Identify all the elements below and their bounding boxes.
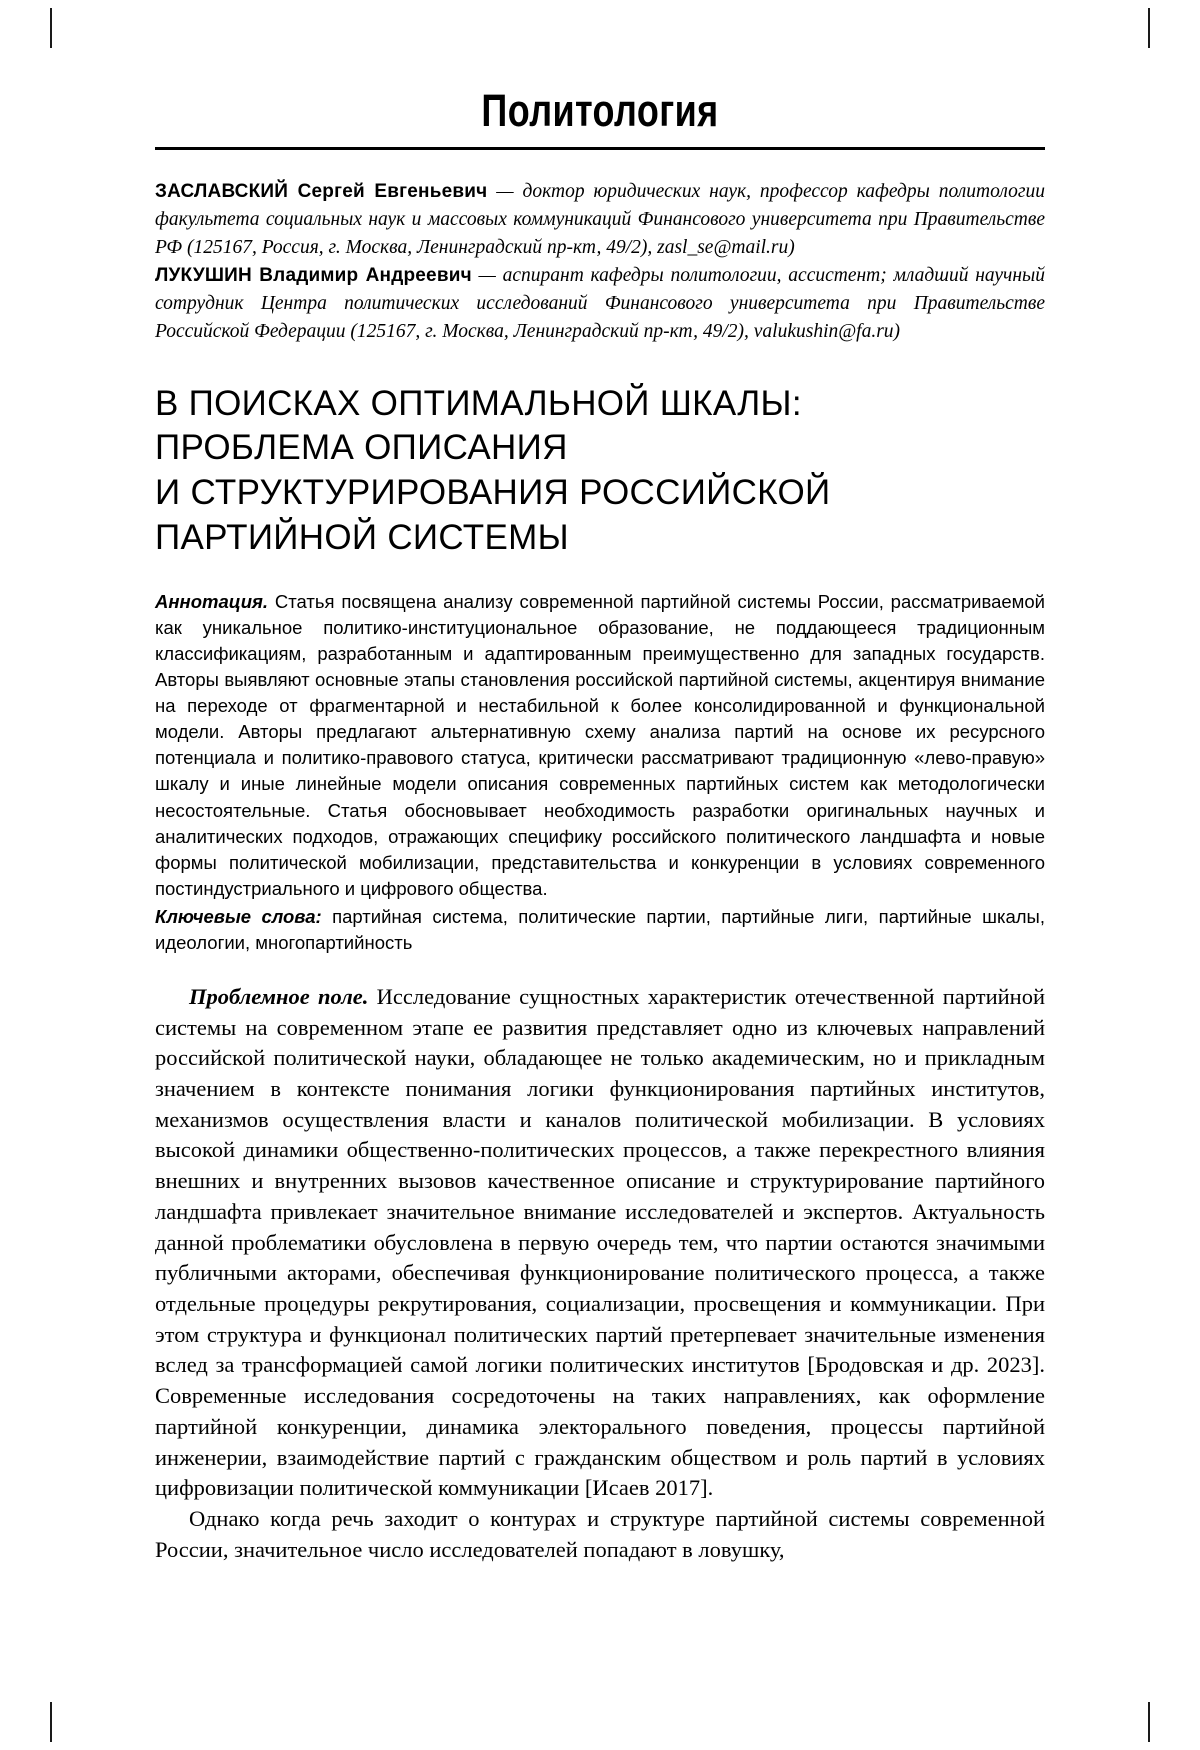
- author-entry: [155, 262, 1045, 345]
- article-title-line: И СТРУКТУРИРОВАНИЯ РОССИЙСКОЙ: [155, 473, 831, 513]
- article-title-line: В ПОИСКАХ ОПТИМАЛЬНОЙ ШКАЛЫ:: [155, 383, 802, 423]
- section-title: Политология: [481, 85, 719, 136]
- body-paragraph: Однако когда речь заходит о контурах и структуре партийной системы современной России, значительное число исследователей попадают в ловушку,: [155, 1505, 1045, 1562]
- author-affiliation: — аспирант кафедры политологии, ассистент; младший научный сотрудник Центра политических исследований Финансового университета при Правительстве Российской Федерации (125167, г. Москва, Ленинградский пр-кт, 49/2), valukushin@fa.ru): [155, 265, 1045, 342]
- crop-mark-top-right: [1148, 8, 1150, 48]
- authors-block: [155, 178, 1045, 346]
- author-affiliation: — доктор юридических наук, профессор кафедры политологии факультета социальных наук и массовых коммуникаций Финансового университета при Правительстве РФ (125167, Россия, г. Москва, Ленинградский пр-кт, 49/2), zasl_se@mail.ru): [155, 181, 1045, 258]
- crop-mark-bottom-left: [50, 1702, 52, 1742]
- page-content: [155, 0, 1045, 1565]
- article-title-line: ПАРТИЙНОЙ СИСТЕМЫ: [155, 518, 569, 558]
- section-divider: [155, 147, 1045, 150]
- body-paragraph-text: Исследование сущностных характеристик отечественной партийной системы на современном этапе ее развития представляет одно из ключевых направлений российской политической науки, обладающее не только академическим, но и прикладным значением в контексте понимания логики функционирования партийных институтов, механизмов осуществления власти и каналов политической мобилизации. В условиях высокой динамики общественно-политических процессов, а также перекрестного влияния внешних и внутренних вызовов качественное описание и структурирование партийного ландшафта привлекает значительное внимание исследователей и экспертов. Актуальность данной проблематики обусловлена в первую очередь тем, что партии остаются значимыми публичными акторами, обеспечивая функционирование политического процесса, а также отдельные процедуры рекрутирования, социализации, просвещения и коммуникации. При этом структура и функционал политических партий претерпевает значительные изменения вслед за трансформацией самой логики политических институтов [Бродовская и др. 2023]. Современные исследования сосредоточены на таких направлениях, как оформление партийной конкуренции, динамика электорального поведения, процессы партийной инженерии, взаимодействие партий с гражданским обществом и роль партий в условиях цифровизации политической коммуникации [Исаев 2017].: [155, 983, 1045, 1501]
- keywords-label: Ключевые слова:: [155, 905, 322, 927]
- keywords: [155, 904, 1045, 956]
- author-surname: ЗАСЛАВСКИЙ Сергей Евгеньевич: [155, 181, 488, 202]
- abstract-label: Аннотация.: [155, 590, 269, 612]
- body-paragraph: [155, 982, 1045, 1504]
- article-body: [155, 982, 1045, 1565]
- article-title-line: ПРОБЛЕМА ОПИСАНИЯ: [155, 428, 568, 468]
- crop-mark-bottom-right: [1148, 1702, 1150, 1742]
- article-title: [155, 382, 1045, 561]
- keywords-text: партийная система, политические партии, партийные лиги, партийные шкалы, идеологии, многопартийность: [155, 905, 1045, 953]
- abstract: [155, 589, 1045, 902]
- body-runin-heading: Проблемное поле.: [189, 983, 369, 1009]
- author-surname: ЛУКУШИН Владимир Андреевич: [155, 265, 472, 287]
- author-entry: [155, 178, 1045, 261]
- crop-mark-top-left: [50, 8, 52, 48]
- abstract-text: Статья посвящена анализу современной партийной системы России, рассматриваемой как уникальное политико-институциональное образование, не поддающееся традиционным классификациям, разработанным и адаптированным преимущественно для западных государств. Авторы выявляют основные этапы становления российской партийной системы, акцентируя внимание на переходе от фрагментарной и нестабильной к более консолидированной и функциональной модели. Авторы предлагают альтернативную схему анализа партий на основе их ресурсного потенциала и политико-правового статуса, критически рассматривают традиционную «лево-правую» шкалу и иные линейные модели описания современных партийных систем как методологически несостоятельные. Статья обосновывает необходимость разработки оригинальных научных и аналитических подходов, отражающих специфику российского политического ландшафта и новые формы политической мобилизации, представительства и конкуренции в условиях современного постиндустриального и цифрового общества.: [155, 590, 1045, 899]
